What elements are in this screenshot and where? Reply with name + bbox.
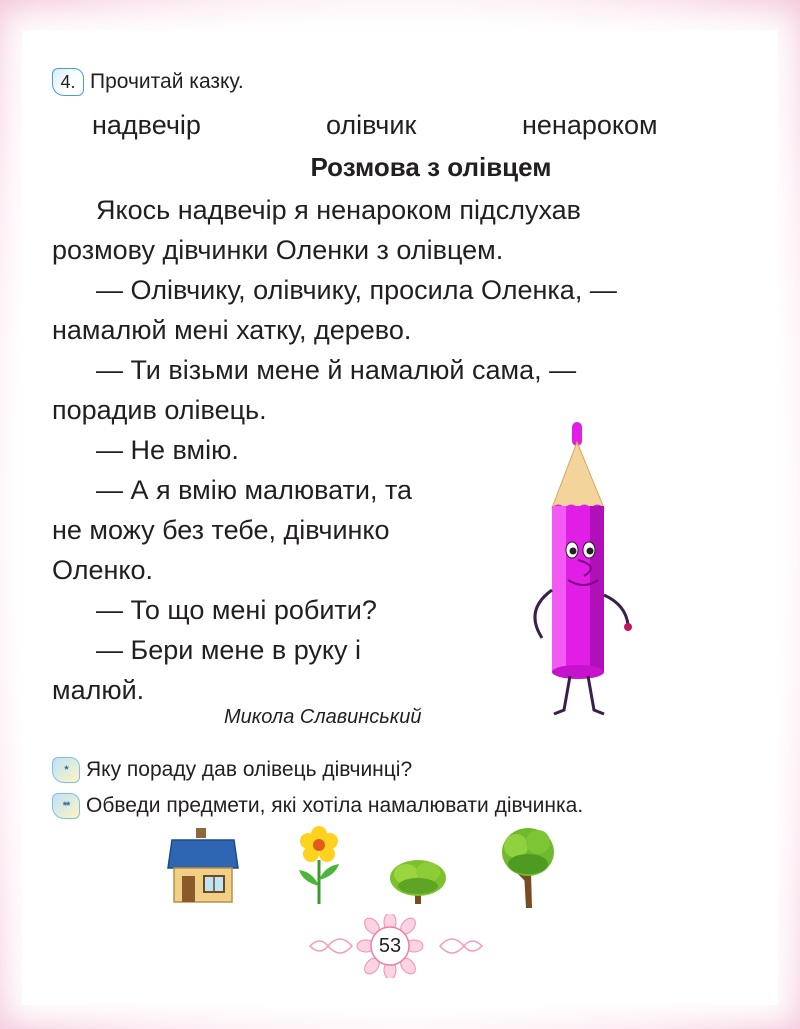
- double-star-badge: **: [52, 793, 80, 819]
- question-text: Яку пораду дав олівець дівчинці?: [86, 758, 413, 781]
- story-line: Оленко.: [52, 555, 154, 585]
- story-line: — А я вмію малювати, та: [96, 475, 413, 505]
- star-badge: *: [52, 757, 80, 783]
- question-2: [52, 792, 583, 820]
- vocab-word: надвечір: [92, 110, 201, 140]
- story-line: — То що мені робити?: [96, 595, 377, 625]
- vocabulary-row: [0, 110, 800, 146]
- story-line: малюй.: [52, 675, 145, 705]
- story-line: розмову дівчинки Оленки з олівцем.: [52, 235, 504, 265]
- vocab-word: ненароком: [522, 110, 658, 140]
- question-text: Обведи предмети, які хотіла намалювати дівчинка.: [86, 794, 584, 817]
- question-1: [52, 756, 412, 784]
- page-number-ornament: [306, 914, 486, 978]
- story-line: — Не вмію.: [96, 435, 239, 465]
- story-line: Якось надвечір я ненароком підслухав: [96, 195, 582, 225]
- task-header: [52, 68, 244, 96]
- story-line: — Ти візьми мене й намалюй сама, —: [96, 355, 577, 385]
- story-title: Розмова з олівцем: [310, 152, 552, 182]
- page-number: 53: [378, 934, 402, 957]
- story-line: порадив олівець.: [52, 395, 267, 425]
- task-number-badge: 4.: [52, 68, 84, 96]
- story-author: Микола Славинський: [224, 706, 422, 728]
- story-line: не можу без тебе, дівчинко: [52, 515, 390, 545]
- house-icon: [166, 826, 240, 906]
- story-line: намалюй мені хатку, дерево.: [52, 315, 412, 345]
- pencil-character-illustration: [512, 420, 652, 720]
- story-line: — Олівчику, олівчику, просила Оленка, —: [96, 275, 617, 305]
- tree-icon: [500, 822, 556, 910]
- task-instruction: Прочитай казку.: [90, 70, 244, 93]
- vocab-word: олівчик: [326, 110, 417, 140]
- bush-icon: [386, 852, 450, 906]
- story-line: — Бери мене в руку і: [96, 635, 362, 665]
- flower-icon: [294, 826, 344, 906]
